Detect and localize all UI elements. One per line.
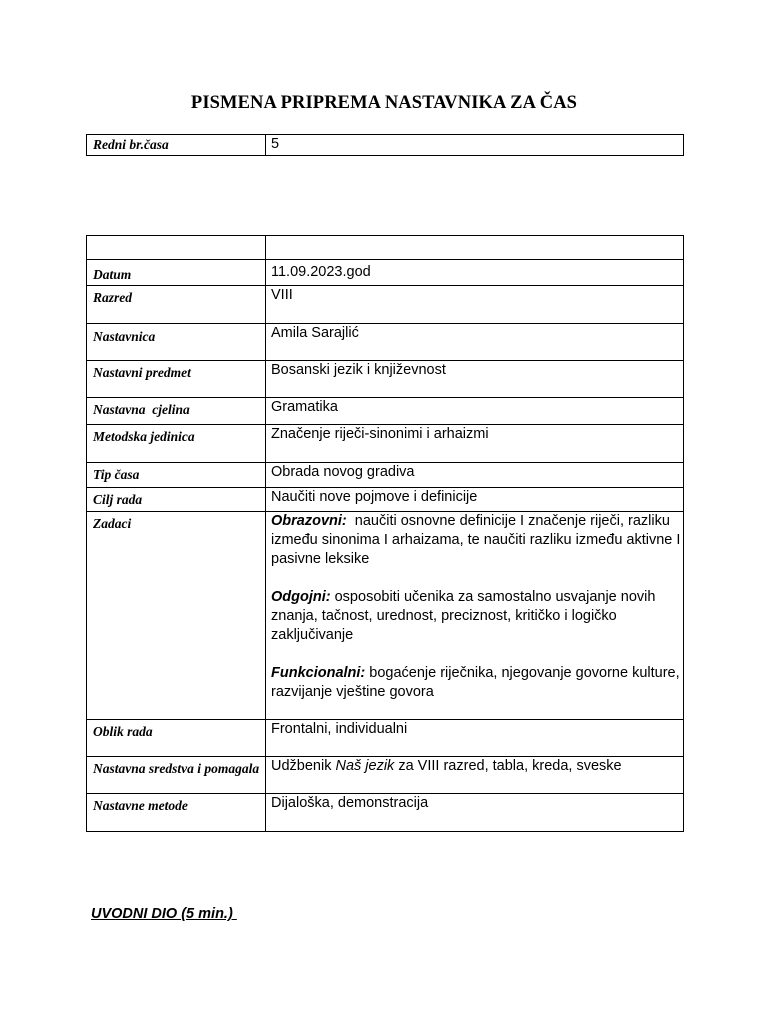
- obrazovni-heading: Obrazovni:: [271, 513, 347, 529]
- zadaci-value: [266, 512, 684, 720]
- nastavnica-label: Nastavnica: [87, 324, 266, 361]
- lesson-number-table: [86, 134, 684, 156]
- table-row: [87, 398, 684, 425]
- predmet-label: Nastavni predmet: [87, 361, 266, 398]
- predmet-value: Bosanski jezik i književnost: [266, 361, 684, 398]
- table-row: [87, 488, 684, 512]
- obrazovni-text: naučiti osnovne definicije I značenje riječi, razliku između sinonima I arhaizama, te naučiti razliku između aktivne I pasivne leksike: [271, 513, 685, 567]
- table-row: [87, 324, 684, 361]
- section-heading: UVODNI DIO (5 min.): [91, 906, 237, 922]
- cjelina-value: Gramatika: [266, 398, 684, 425]
- sredstva-text-post: za VIII razred, tabla, kreda, sveske: [394, 758, 622, 774]
- sredstva-value: [266, 757, 684, 794]
- razred-value: VIII: [266, 286, 684, 324]
- cilj-value: Naučiti nove pojmove i definicije: [266, 488, 684, 512]
- odgojni-text: osposobiti učenika za samostalno usvajanje novih znanja, tačnost, urednost, preciznost, kritičko i logičko zaključivanje: [271, 589, 656, 643]
- empty-cell: [87, 236, 266, 260]
- tip-label: Tip časa: [87, 463, 266, 488]
- funkcionalni-heading: Funkcionalni:: [271, 665, 366, 681]
- odgojni-block: [271, 588, 683, 645]
- cjelina-label: Nastavna cjelina: [87, 398, 266, 425]
- textbook-title: Naš jezik: [335, 758, 395, 774]
- metode-value: Dijaloška, demonstracija: [266, 794, 684, 832]
- table-row: [87, 135, 684, 156]
- table-row: [87, 757, 684, 794]
- zadaci-label: Zadaci: [87, 512, 266, 720]
- lesson-number-value: 5: [266, 135, 684, 156]
- table-row: [87, 425, 684, 463]
- datum-value: 11.09.2023.god: [266, 260, 684, 286]
- table-row: [87, 260, 684, 286]
- razred-label: Razred: [87, 286, 266, 324]
- jedinica-value: Značenje riječi-sinonimi i arhaizmi: [266, 425, 684, 463]
- lesson-details-table: [86, 235, 684, 832]
- table-row: [87, 463, 684, 488]
- tip-value: Obrada novog gradiva: [266, 463, 684, 488]
- table-row: [87, 286, 684, 324]
- sredstva-text-pre: Udžbenik: [271, 758, 336, 774]
- datum-label: Datum: [87, 260, 266, 286]
- funkcionalni-block: [271, 664, 683, 702]
- oblik-label: Oblik rada: [87, 720, 266, 757]
- table-row: [87, 720, 684, 757]
- cilj-label: Cilj rada: [87, 488, 266, 512]
- table-row: [87, 236, 684, 260]
- funkcionalni-text: bogaćenje riječnika, njegovanje govorne kulture, razvijanje vještine govora: [271, 665, 680, 700]
- sredstva-label: Nastavna sredstva i pomagala: [87, 757, 266, 794]
- obrazovni-block: [271, 512, 683, 569]
- page-title: PISMENA PRIPREMA NASTAVNIKA ZA ČAS: [190, 93, 578, 113]
- metode-label: Nastavne metode: [87, 794, 266, 832]
- empty-cell: [266, 236, 684, 260]
- odgojni-heading: Odgojni:: [271, 589, 331, 605]
- nastavnica-value: Amila Sarajlić: [266, 324, 684, 361]
- oblik-value: Frontalni, individualni: [266, 720, 684, 757]
- jedinica-label: Metodska jedinica: [87, 425, 266, 463]
- table-row: [87, 361, 684, 398]
- table-row: [87, 794, 684, 832]
- lesson-number-label: Redni br.časa: [87, 135, 266, 156]
- table-row: [87, 512, 684, 720]
